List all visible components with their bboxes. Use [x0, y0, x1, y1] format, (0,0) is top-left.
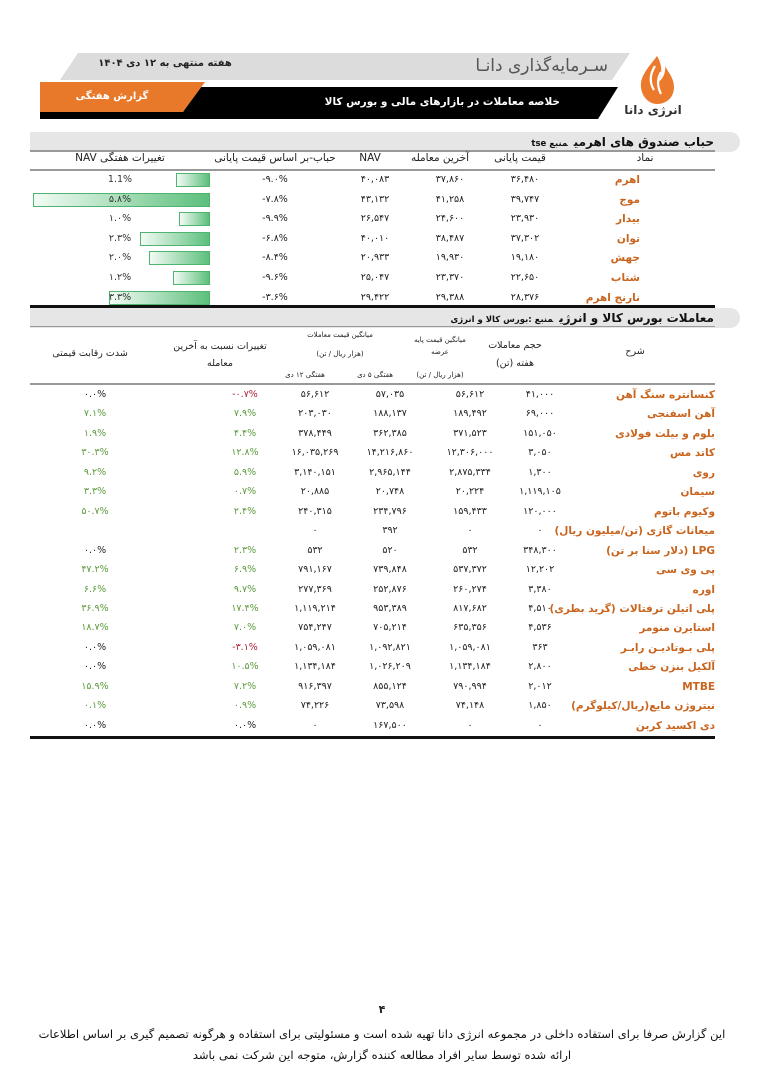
commodity-volume: ۳۴۸,۳۰۰: [523, 544, 557, 556]
commodity-row: [30, 521, 715, 541]
commodity-change: ۶.۹%: [233, 564, 257, 576]
fund-close: ۲۸,۳۷۶: [510, 291, 540, 303]
commodity-row: [30, 424, 715, 444]
commodity-base-price: ۲۰,۲۲۴: [455, 486, 485, 498]
commodity-week5: ۲,۹۶۵,۱۴۴: [369, 466, 411, 478]
fund-last: ۳۸,۴۸۷: [435, 232, 465, 244]
commodity-competition: ۱۵.۹%: [81, 680, 109, 692]
commodity-base-price: ۲۶۰,۲۷۴: [453, 583, 487, 595]
col-header-nav: NAV: [359, 152, 381, 164]
commodity-change: -۳.۱%: [232, 641, 258, 653]
commodity-competition: ۰.۰%: [83, 641, 107, 653]
commodity-base-price: ۵۶,۶۱۲: [455, 389, 485, 400]
commodity-week5: ۱۴,۲۱۶,۸۶۰: [366, 447, 414, 459]
nav-change-value: ۲.۰%: [108, 252, 132, 264]
col-header-nav-change: تغییرات هفتگی NAV: [75, 152, 165, 164]
col-header-symbol: نماد: [636, 152, 654, 164]
commodity-base-price: ۱,۱۳۴,۱۸۴: [449, 661, 491, 673]
fund-last: ۴۱,۲۵۸: [435, 193, 465, 205]
nav-change-bar: [173, 271, 210, 285]
fund-bubble: -۹.۰%: [262, 174, 288, 185]
commodity-row: [30, 657, 715, 677]
commodity-name: وکیوم باتوم: [654, 505, 715, 518]
commodity-volume: ۱۵۱,۰۵۰: [523, 427, 557, 439]
commodity-week12: ۱۶,۰۳۵,۲۶۹: [291, 447, 339, 459]
commodity-change: ۲.۴%: [233, 505, 257, 517]
fund-last: ۱۹,۹۳۰: [435, 252, 465, 264]
commodity-week12: ۹۱۶,۳۹۷: [298, 680, 332, 692]
commodity-volume: ۱,۳۰۰: [528, 466, 552, 478]
disclaimer: [30, 1024, 734, 1066]
commodity-week12: ۰: [312, 719, 318, 731]
fund-bubble: -۸.۴%: [262, 252, 288, 264]
brand-name: سـرمایه‌گذاری دانـا: [475, 56, 608, 76]
commodity-name: روی: [692, 466, 715, 479]
nav-change-value: 1.1%: [107, 174, 133, 185]
commodity-week5: ۷۰۵,۲۱۴: [373, 622, 407, 634]
commodity-competition: ۳۶.۹%: [81, 602, 109, 614]
fund-close: ۲۲,۶۵۰: [510, 272, 540, 283]
commodity-volume: ۱۲,۲۰۲: [525, 564, 555, 576]
commodity-base-price: ۰: [467, 525, 473, 537]
section-title-text: حباب صندوق های اهرمی: [573, 135, 714, 149]
commodity-change: ۷.۲%: [233, 680, 257, 692]
commodity-change: ۴.۴%: [233, 427, 257, 439]
fund-row: [30, 249, 715, 268]
fund-row: [30, 230, 715, 249]
fund-name: اهرم: [614, 174, 640, 186]
nav-change-bar: [179, 212, 210, 226]
commodity-row: [30, 502, 715, 522]
commodity-change: ۱۷.۴%: [231, 602, 259, 614]
nav-change-value: ۱.۰%: [108, 213, 132, 225]
nav-change-value: ۳.۳%: [108, 291, 132, 303]
commodity-week5: ۱۶۷,۵۰۰: [373, 719, 407, 731]
commodity-section-bar: [30, 308, 740, 328]
fund-row: [30, 269, 715, 288]
commodity-week12: ۲۰,۸۸۵: [300, 486, 330, 498]
fund-bubble: -۳.۶%: [262, 291, 288, 303]
commodity-volume: ۰: [537, 525, 543, 537]
col-header-volume-1: حجم معاملات: [488, 340, 542, 351]
disclaimer-line-2: ارائه شده توسط سایر افراد مطالعه کننده گزارش، متوجه این شرکت نمی باشد: [192, 1048, 572, 1062]
commodity-base-price: ۷۴,۱۴۸: [455, 700, 485, 712]
commodity-volume: ۴,۵۳۶: [528, 622, 552, 634]
commodity-row: [30, 638, 715, 658]
commodity-change: ۱۲.۸%: [231, 447, 259, 459]
commodity-week12: ۲۷۷,۳۶۹: [298, 583, 332, 595]
fund-name: بیدار: [616, 213, 640, 226]
commodity-row: [30, 443, 715, 463]
commodity-volume: ۱۲۰,۰۰۰: [523, 505, 557, 517]
commodity-name: بلوم و بیلت فولادی: [615, 427, 715, 440]
commodity-name: آلکیل بنزن خطی: [628, 661, 715, 674]
commodity-row: [30, 599, 715, 619]
logo-text: انرژی دانا: [624, 103, 682, 117]
leveraged-funds-title: [531, 135, 714, 149]
commodity-week5: ۱,۰۲۶,۲۰۹: [369, 661, 411, 673]
commodity-change: ۲.۳%: [233, 544, 257, 556]
commodity-row: [30, 404, 715, 424]
col-header-volume-2: هفته (تن): [495, 358, 535, 369]
fund-close: ۳۶,۴۸۰: [510, 174, 540, 185]
commodity-week12: ۱,۱۱۹,۲۱۴: [294, 602, 336, 614]
commodity-week5: ۱۸۸,۱۳۷: [373, 408, 407, 420]
fund-close: ۱۹,۱۸۰: [510, 252, 540, 264]
col-header-avg-unit: (هزار ریال / تن): [316, 350, 364, 358]
commodity-name: میعانات گازی (تن/میلیون ریال): [554, 525, 715, 538]
commodity-base-price: ۸۱۷,۶۸۲: [453, 602, 487, 614]
commodity-competition: ۰.۱%: [83, 700, 107, 712]
col-header-close: قیمت پایانی: [494, 152, 546, 164]
commodity-week12: ۱,۰۵۹,۰۸۱: [294, 641, 336, 653]
fund-row: [30, 210, 715, 229]
commodity-volume: ۴۱,۰۰۰: [525, 389, 555, 400]
commodity-competition: ۳.۳%: [83, 486, 107, 498]
commodity-row: [30, 463, 715, 483]
fund-nav: ۲۰,۹۳۳: [360, 252, 390, 264]
commodity-volume: ۰: [537, 719, 543, 731]
col-header-avg-1: میانگین قیمت معاملات: [307, 331, 373, 339]
col-header-desc: شرح: [625, 346, 645, 357]
commodity-change: ۷.۰%: [233, 622, 257, 634]
commodity-row: [30, 677, 715, 697]
commodity-base-price: ۷۹۰,۹۹۴: [453, 680, 487, 692]
week-label: هفته منتهی به ۱۲ دی ۱۴۰۴: [98, 58, 232, 69]
commodity-title: [450, 311, 714, 325]
commodity-week5: ۵۲۰: [382, 544, 398, 556]
commodity-change: ۰.۷%: [233, 486, 257, 498]
commodity-week12: ۷۵۴,۲۴۷: [298, 622, 332, 634]
col-header-bubble: حباب-بر اساس قیمت پایانی: [214, 152, 336, 164]
commodity-base-price: ۳۷۱,۵۲۳: [453, 427, 487, 439]
commodity-name: پی وی سی: [656, 564, 715, 577]
commodity-competition: ۰.۰%: [83, 661, 107, 673]
commodity-competition: ۵۰.۷%: [81, 505, 109, 517]
commodity-competition: ۳۰.۳%: [81, 447, 109, 459]
commodity-row: [30, 541, 715, 561]
nav-change-bar: [176, 173, 210, 187]
commodity-week12: ۳,۱۴۰,۱۵۱: [294, 466, 336, 478]
section-title-text: معاملات بورس کالا و انرژی: [559, 311, 714, 325]
nav-change-value: ۱.۲%: [108, 272, 132, 283]
commodity-row: [30, 560, 715, 580]
table2-top-rule: [30, 326, 715, 327]
commodity-week5: ۷۳,۵۹۸: [375, 700, 405, 712]
commodity-volume: ۳,۳۸۰: [528, 583, 552, 595]
fund-close: ۳۷,۳۰۲: [510, 232, 540, 244]
col-header-competition: شدت رقابت قیمتی: [52, 348, 128, 359]
fund-bubble: -۶.۸%: [262, 232, 288, 244]
commodity-volume: ۱,۱۱۹,۱۰۵: [519, 486, 561, 498]
commodity-week5: ۲۳۴,۷۹۶: [373, 505, 407, 517]
commodity-volume: ۳۶۳: [532, 641, 548, 653]
commodity-name: MTBE: [682, 680, 715, 693]
col-header-change-2: معامله: [207, 358, 233, 369]
commodity-competition: ۰.۰%: [83, 544, 107, 556]
commodity-competition: ۱۸.۷%: [81, 622, 109, 634]
commodity-row: [30, 385, 715, 405]
commodity-row: [30, 618, 715, 638]
commodity-volume: ۶۹,۰۰۰: [525, 408, 555, 420]
fund-bubble: -۹.۹%: [262, 213, 288, 225]
fund-close: ۲۳,۹۳۰: [510, 213, 540, 225]
fund-name: نارنج اهرم: [585, 291, 640, 304]
disclaimer-line-1: این گزارش صرفا برای استفاده داخلی در مجموعه انرژی دانا تهیه شده است و مسئولیتی برای استفاده و هرگونه تصمیم گیری بر اساس اطلاعات: [38, 1027, 726, 1041]
report-type-label: گزارش هفتگی: [75, 91, 149, 102]
fund-name: شتاب: [610, 272, 640, 284]
commodity-competition: ۴۷.۲%: [81, 564, 109, 576]
col-header-base-2: عرضه: [431, 348, 449, 356]
col-header-base-1: میانگین قیمت پایه: [414, 336, 466, 344]
col-header-last: آخرین معامله: [410, 152, 470, 164]
commodity-name: کاتد مس: [669, 447, 715, 460]
commodity-base-price: ۱,۰۵۹,۰۸۱: [449, 641, 491, 653]
fund-nav: ۲۹,۴۲۲: [360, 291, 390, 303]
commodity-volume: ۲,۰۱۲: [528, 680, 552, 692]
fund-nav: ۴۳,۱۳۲: [360, 193, 390, 205]
commodity-base-price: ۱۵۹,۴۳۳: [453, 505, 487, 517]
commodity-change: ۷.۹%: [233, 408, 257, 420]
commodity-volume: ۴,۵۱۰: [528, 602, 552, 614]
commodity-row: [30, 716, 715, 736]
commodity-name: پلی اتیلن ترفتالات (گرید بطری): [549, 602, 715, 615]
commodity-week5: ۹۵۳,۳۸۹: [373, 602, 407, 614]
commodity-week12: ۱,۱۳۴,۱۸۴: [294, 661, 336, 673]
commodity-name: استایرن منومر: [639, 622, 715, 635]
commodity-week5: ۳۹۲: [382, 525, 398, 537]
commodity-week5: ۱,۰۹۲,۸۲۱: [369, 641, 411, 653]
commodity-week5: ۲۰,۷۴۸: [375, 486, 405, 498]
commodity-week12: ۰: [312, 525, 318, 537]
commodity-name: کنسانتره سنگ آهن: [616, 389, 715, 401]
col-header-change-1: تغییرات نسبت به آخرین: [173, 341, 267, 352]
commodity-week12: ۳۷۸,۴۴۹: [298, 427, 332, 439]
fund-name: موج: [619, 193, 640, 206]
commodity-week5: ۸۵۵,۱۲۴: [373, 680, 407, 692]
commodity-base-price: ۵۳۷,۳۷۲: [453, 564, 487, 576]
commodity-change: -۰.۷%: [232, 389, 258, 400]
commodity-week12: ۲۴۰,۳۱۵: [298, 505, 332, 517]
fund-last: ۳۷,۸۶۰: [435, 174, 465, 185]
fund-nav: ۲۶,۵۴۷: [360, 213, 390, 225]
commodity-name: آهن اسفنجی: [647, 408, 715, 421]
fund-name: جهش: [610, 252, 640, 265]
table2-bottom-rule: [30, 736, 715, 739]
commodity-competition: ۶.۶%: [83, 583, 107, 595]
commodity-week12: ۵۶,۶۱۲: [300, 389, 330, 400]
commodity-base-price: ۶۳۵,۳۵۶: [453, 622, 487, 634]
fund-row: [30, 171, 715, 190]
commodity-name: LPG (دلار سنا بر تن): [606, 544, 715, 557]
commodity-competition: ۱.۹%: [83, 427, 107, 439]
fund-last: ۲۳,۳۷۰: [435, 272, 465, 283]
fund-row: [30, 191, 715, 210]
commodity-row: [30, 696, 715, 716]
fund-bubble: -۷.۸%: [262, 193, 288, 205]
leveraged-funds-section-bar: [30, 132, 740, 152]
commodity-week12: ۵۳۲: [307, 544, 323, 556]
fund-nav: ۴۰,۰۸۳: [360, 174, 390, 185]
commodity-competition: ۰.۰%: [83, 389, 107, 400]
fund-close: ۳۹,۷۴۷: [510, 193, 540, 205]
section-source: منبع :بورس کالا و انرژی: [450, 315, 554, 325]
commodity-week5: ۷۳۹,۸۴۸: [373, 564, 407, 576]
commodity-change: ۱۰.۵%: [231, 661, 259, 673]
commodity-week12: ۲۰۳,۰۳۰: [298, 408, 332, 420]
nav-change-value: ۵.۸%: [108, 193, 132, 205]
commodity-base-price: ۲,۸۷۵,۳۳۴: [449, 466, 491, 478]
commodity-name: دی اکسید کربن: [635, 719, 715, 732]
commodity-week5: ۲۵۲,۸۷۶: [373, 583, 407, 595]
commodity-name: اوره: [692, 583, 715, 596]
commodity-change: ۹.۷%: [233, 583, 257, 595]
commodity-base-price: ۵۳۲: [462, 544, 478, 556]
commodity-competition: ۹.۲%: [83, 466, 107, 478]
commodity-week12: ۷۹۱,۱۶۷: [298, 564, 332, 576]
commodity-volume: ۲,۸۰۰: [528, 661, 552, 673]
commodity-name: سیمان: [680, 486, 715, 499]
fund-nav: ۲۵,۰۴۷: [360, 272, 390, 283]
commodity-name: نیتروژن مایع(ریال/کیلوگرم): [571, 700, 715, 713]
commodity-volume: ۳,۰۵۰: [528, 447, 552, 459]
commodity-base-price: ۱۸۹,۴۹۲: [453, 408, 487, 420]
commodity-name: پلی بـوتادیـن رابـر: [620, 641, 715, 654]
commodity-competition: ۷.۱%: [83, 408, 107, 420]
col-header-week12: هفتگی ۱۲ دی: [285, 371, 325, 379]
section-source: منبع tse: [531, 139, 568, 149]
fund-last: ۲۹,۳۸۸: [435, 291, 465, 303]
fund-nav: ۴۰,۰۱۰: [360, 232, 390, 244]
col-header-base-unit: (هزار ریال / تن): [416, 371, 464, 379]
commodity-week5: ۵۷,۰۳۵: [375, 389, 405, 400]
page-number: ۴: [378, 1003, 386, 1016]
commodity-change: ۵.۹%: [233, 466, 257, 478]
fund-last: ۲۴,۶۰۰: [435, 213, 465, 225]
commodity-week5: ۳۶۲,۳۸۵: [373, 427, 407, 439]
commodity-row: [30, 580, 715, 600]
fund-name: توان: [616, 232, 640, 245]
commodity-change: ۰.۰%: [233, 719, 257, 731]
nav-change-value: ۲.۳%: [108, 232, 132, 244]
fund-bubble: -۹.۶%: [262, 272, 288, 283]
commodity-row: [30, 482, 715, 502]
commodity-volume: ۱,۸۵۰: [528, 700, 552, 712]
commodity-change: ۰.۹%: [233, 700, 257, 712]
commodity-base-price: ۰: [467, 719, 473, 731]
commodity-week12: ۷۴,۲۲۶: [300, 700, 330, 712]
summary-title: خلاصه معاملات در بازارهای مالی و بورس کالا: [324, 96, 560, 108]
commodity-base-price: ۱۲,۳۰۶,۰۰۰: [446, 447, 494, 459]
commodity-competition: ۰.۰%: [83, 719, 107, 731]
col-header-week5: هفتگی ۵ دی: [357, 371, 393, 379]
